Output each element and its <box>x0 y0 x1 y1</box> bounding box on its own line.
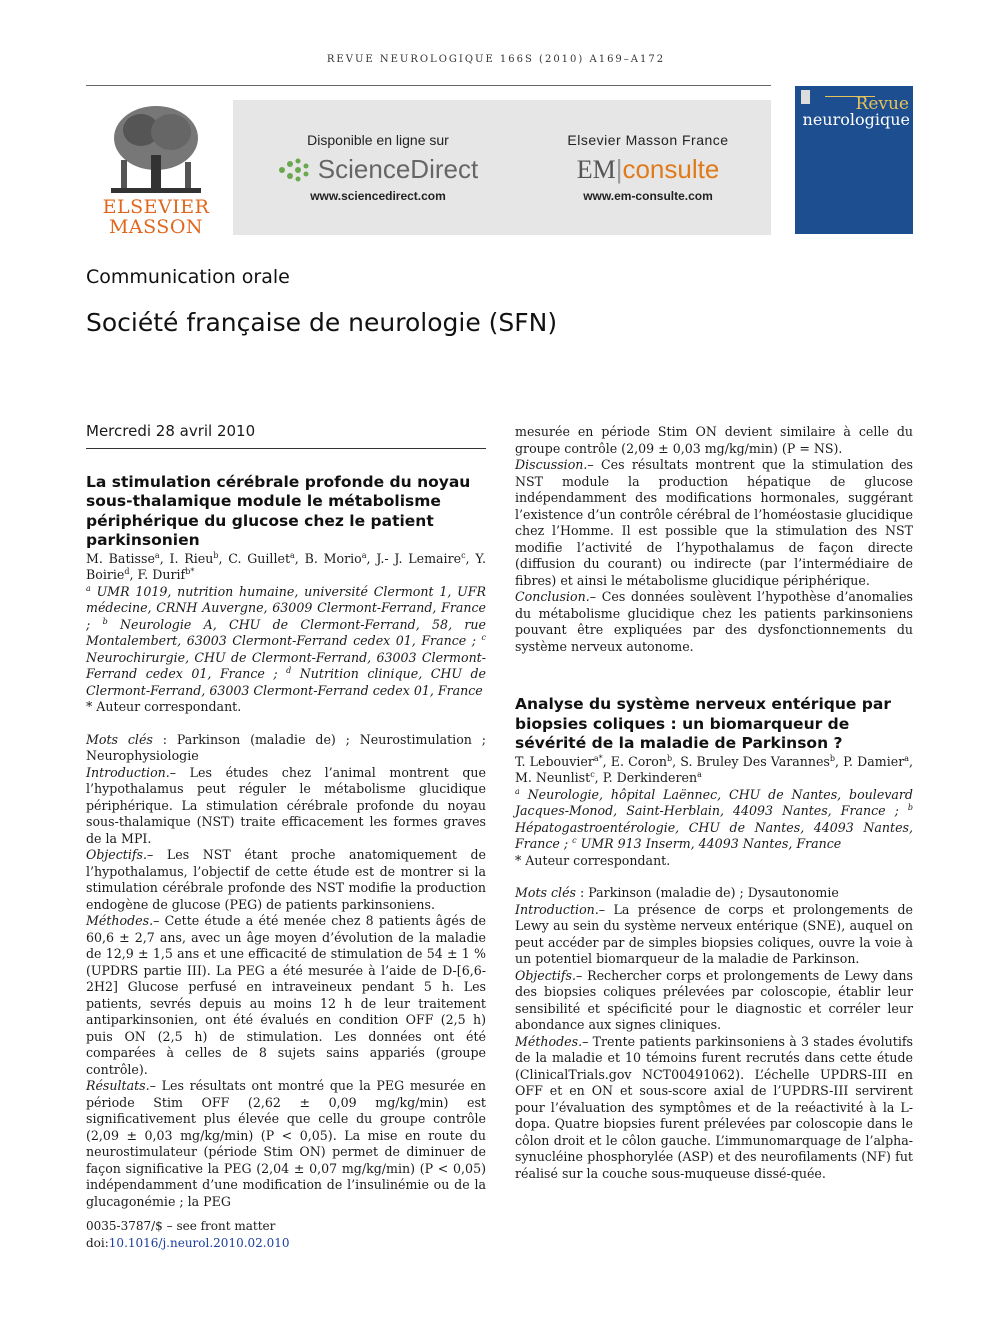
author: T. Lebouvier <box>515 753 594 769</box>
author-sup: a <box>154 550 160 560</box>
section-heading: Communication orale <box>86 266 290 288</box>
article1-discussion <box>515 457 913 589</box>
intro-text: La présence de corps et prolongements de Lewy au sein du système nerveux entérique (SNE), auquel on peut accéder par de simples biopsies coliques, ouvre la voie à un potentiel biomarqueur de la maladie de Parkinson. <box>515 901 913 966</box>
spacer <box>515 655 913 695</box>
res-label: Résultats.– <box>86 1078 156 1093</box>
emconsulte-caption: Elsevier Masson France <box>567 132 729 148</box>
author: C. Guillet <box>228 550 291 566</box>
aff-sup: c <box>481 632 486 642</box>
elsevier-tree-icon <box>101 100 211 200</box>
em-wordmark: EM <box>576 155 616 184</box>
conc-text: Ces données soulèvent l’hypothèse d’anomalies du métabolisme glucidique chez les patients parkinsoniens pouvant être expliquées par des dysfonctionnements du système nerveux autonome. <box>515 589 913 654</box>
article1-results <box>86 1078 486 1210</box>
aff-sup: d <box>286 665 292 675</box>
keywords-text: : Parkinson (maladie de) ; Dysautonomie <box>576 885 839 900</box>
author: Y. Boirie <box>86 550 487 582</box>
author: M. Batisse <box>86 550 155 566</box>
author: E. Coron <box>610 753 668 769</box>
aff-sup: b <box>907 802 913 812</box>
doi-line <box>86 1235 290 1252</box>
aff-sup: c <box>572 835 577 845</box>
emconsulte-logo <box>533 154 763 185</box>
emconsulte-url[interactable]: www.em-consulte.com <box>583 189 713 203</box>
article1-results-continued: mesurée en période Stim ON devient similaire à celle du groupe contrôle (2,09 ± 0,03 mg/kg/min) (P = NS). <box>515 424 913 456</box>
res-text: Les résultats ont montré que la PEG mesurée en période Stim OFF (2,62 ± 0,09 mg/kg/min) est significativement plus élevée que celle du groupe contrôle (2,09 ± 0,03 mg/kg/min) (P < 0,05). La mise en route du neurostimulateur (période Stim ON) permet de diminuer de façon significative la PEG (2,04 ± 0,07 mg/kg/min) (P < 0,05) indépendamment d’une modification de l’insulinémie ou de la glucagonémie ; la PEG <box>86 1078 486 1209</box>
intro-label: Introduction.– <box>515 901 606 917</box>
conc-label: Conclusion.– <box>515 589 597 604</box>
doi-link[interactable]: 10.1016/j.neurol.2010.02.010 <box>108 1235 290 1250</box>
article1-methods <box>86 913 486 1078</box>
keywords-label: Mots clés <box>86 731 153 747</box>
affiliation: Neurologie A, CHU de Clermont-Ferrand, 58, rue Montalembert, 63003 Clermont-Ferrand cedex 01, France ; <box>86 616 486 648</box>
aff-sup: a <box>515 786 520 796</box>
author-sup: a <box>290 550 295 560</box>
article1-introduction <box>86 765 486 848</box>
author-sup: a <box>697 769 702 779</box>
right-column <box>515 424 913 1182</box>
author-sup: a* <box>593 753 603 763</box>
keywords-label: Mots clés <box>515 885 577 900</box>
cover-title-revue: Revue <box>855 94 909 114</box>
doi-prefix: doi: <box>86 1235 109 1250</box>
spacer <box>86 716 486 732</box>
author: J.- J. Lemaire <box>376 550 462 566</box>
author: B. Morio <box>304 550 362 566</box>
author-sup: b* <box>185 566 195 576</box>
article2-affiliations <box>515 787 913 853</box>
article1-title: La stimulation cérébrale profonde du noyau sous-thalamique module le métabolisme périphérique du glucose chez le patient parkinsonien <box>86 472 471 549</box>
disc-text: Ces résultats montrent que la stimulation des NST module la production hépatique de glucose indépendamment des modifications hormonales, suggérant l’existence d’un contrôle cérébral de l’homéostasie glucidique chez l’Homme. Il est possible que la stimulation des NST modifie l’activité de l’hypothalamus de façon directe (diffusion du courant) ou indirecte (par l’intermédiaire de fibres) et ainsi le métabolisme glucidique périphérique. <box>515 457 913 588</box>
affiliation: Neurologie, hôpital Laënnec, CHU de Nantes, boulevard Jacques-Monod, Saint-Herblain, 44093 Nantes, France ; <box>515 786 913 818</box>
article2-objectives <box>515 968 913 1034</box>
disc-label: Discussion.– <box>515 457 594 472</box>
obj-label: Objectifs.– <box>515 967 583 983</box>
author-sup: a <box>904 753 910 763</box>
sciencedirect-caption: Disponible en ligne sur <box>307 132 449 148</box>
affiliation: Neurochirurgie, CHU de Clermont-Ferrand, 63003 Clermont-Ferrand cedex 01, France ; <box>86 649 486 681</box>
author: P. Derkinderen <box>602 770 698 785</box>
logo-divider: | <box>615 154 623 184</box>
intro-text: Les études chez l’animal montrent que l’hypothalamus peut réguler le métabolisme glucidique périphérique. La stimulation cérébrale profonde du noyau sous-thalamique (NST) traite efficacement les formes graves de la MPI. <box>86 764 486 846</box>
author: P. Damier <box>843 753 905 769</box>
affiliation: UMR 1019, nutrition humaine, université Clermont 1, UFR médecine, CRNH Auvergne, 63009 Clermont-Ferrand, France ; <box>86 583 486 632</box>
meth-text: Cette étude a été menée chez 8 patients âgés de 60,6 ± 2,7 ans, avec un âge moyen d’évolution de la maladie de 12,9 ± 1,5 ans et une efficacité de stimulation de 54 ± 1 % (UPDRS partie III). La PEG a été mesurée à l’aide de D-[6,6-2H2] Glucose perfusé en intraveineux pendant 5 h. Les patients, sevrés depuis au moins 12 h de leur traitement antiparkinsonien, ont été évalués en condition OFF (2,5 h) puis ON (2,5 h) de stimulation. Les données ont été comparées à celles de 8 sujets sains appariés (groupe contrôle). <box>86 913 486 1077</box>
author: I. Rieu <box>169 550 214 566</box>
cover-emblem <box>801 90 810 104</box>
meth-label: Méthodes.– <box>515 1033 589 1049</box>
author-sup: d <box>124 566 130 576</box>
article1-keywords <box>86 732 486 765</box>
meth-label: Méthodes.– <box>86 913 160 928</box>
affiliation: Nutrition clinique, CHU de Clermont-Ferrand, 63003 Clermont-Ferrand cedex 01, France <box>86 666 486 698</box>
author-sup: b <box>829 753 836 763</box>
author: F. Durif <box>137 567 186 582</box>
spacer <box>515 869 913 885</box>
session-date: Mercredi 28 avril 2010 <box>86 423 486 449</box>
footer <box>86 1218 290 1251</box>
page-title: Société française de neurologie (SFN) <box>86 308 558 337</box>
author: M. Neunlist <box>515 770 591 785</box>
elsevier-masson-logo <box>86 100 226 238</box>
sciencedirect-block[interactable] <box>273 132 483 203</box>
article2-introduction <box>515 902 913 968</box>
availability-banner <box>233 100 771 235</box>
consulte-wordmark: consulte <box>622 154 720 184</box>
obj-text: Rechercher corps et prolongements de Lewy dans des biopsies coliques prélevées par coloscopie, établir leur sensibilité et spécificité pour le diagnostic et corréler leur abondance aux signes cliniques. <box>515 967 913 1032</box>
article1-objectives <box>86 847 486 913</box>
aff-sup: a <box>86 583 91 593</box>
issn-line: 0035-3787/$ – see front matter <box>86 1219 276 1233</box>
affiliation: UMR 913 Inserm, 44093 Nantes, France <box>580 836 842 851</box>
left-column <box>86 423 486 1210</box>
article1-conclusion <box>515 589 913 655</box>
emconsulte-block[interactable] <box>533 132 763 203</box>
author-sup: c <box>590 769 595 779</box>
obj-text: Les NST étant proche anatomiquement de l’hypothalamus, l’objectif de cette étude est de montrer si la stimulation cérébrale profonde des NST modifie la production endogène de glucose (PEG) de patients parkinsoniens. <box>86 847 486 912</box>
obj-label: Objectifs.– <box>86 847 154 862</box>
sciencedirect-wordmark: ScienceDirect <box>317 154 479 184</box>
article2-methods <box>515 1034 913 1183</box>
publisher-name: ELSEVIER MASSON <box>102 196 210 238</box>
aff-sup: b <box>102 616 108 626</box>
author-sup: c <box>461 550 466 560</box>
article2-keywords <box>515 885 913 902</box>
meth-text: Trente patients parkinsoniens à 3 stades évolutifs de la maladie et 10 témoins furent recrutés dans cette étude (ClinicalTrials.gov NCT00491062). L’échelle UPDRS-III en OFF et en ON et sous-score axial de l’UPDRS-III servirent pour l’évaluation des symptômes et de la reéactivité à la L-dopa. Quatre biopsies furent prélevées par coloscopie dans le côlon droit et le côlon gauche. L’immunomarquage de l’alpha-synucléine phosphorylée (ASP) et des neurofilaments (NF) fut réalisé sur la couche sous-muqueuse dissé-quée. <box>515 1033 913 1181</box>
journal-cover <box>795 86 913 234</box>
article1-affiliations <box>86 584 486 700</box>
article1-corresponding: * Auteur correspondant. <box>86 699 242 714</box>
keywords-text: : Parkinson (maladie de) ; Neurostimulation ; Neurophysiologie <box>86 731 486 763</box>
sciencedirect-url[interactable]: www.sciencedirect.com <box>310 189 446 203</box>
intro-label: Introduction.– <box>86 764 177 780</box>
article2-title: Analyse du système nerveux entérique par biopsies coliques : un biomarqueur de sévérité de la maladie de Parkinson ? <box>515 695 892 752</box>
sciencedirect-dots-icon <box>278 157 312 183</box>
sciencedirect-logo <box>273 154 483 185</box>
article2-authors: T. Lebouvier$^{a*}$, E. Coron$^b$, S. Bruley Des Varannes$^b$, P. Damier$^a$, M. Neunlist$^c$, P. Derkinderen$^a$ <box>515 753 914 785</box>
running-head: REVUE NEUROLOGIQUE 166S (2010) A169–A172 <box>326 54 666 65</box>
author-sup: b <box>213 550 219 560</box>
author-sup: b <box>667 753 673 763</box>
header-rule <box>86 85 771 86</box>
affiliation: Hépatogastroentérologie, CHU de Nantes, 44093 Nantes, France ; <box>515 819 913 851</box>
author: S. Bruley Des Varannes <box>680 753 830 769</box>
article1-authors: M. Batisse$^a$, I. Rieu$^b$, C. Guillet$^a$, B. Morio$^a$, J.- J. Lemaire$^c$, Y. Boirie$^d$, F. Durif$^{b*}$ <box>86 550 487 582</box>
article2-corresponding: * Auteur correspondant. <box>515 852 671 868</box>
cover-title-neurologique: neurologique <box>802 110 910 129</box>
author-sup: a <box>361 550 367 560</box>
